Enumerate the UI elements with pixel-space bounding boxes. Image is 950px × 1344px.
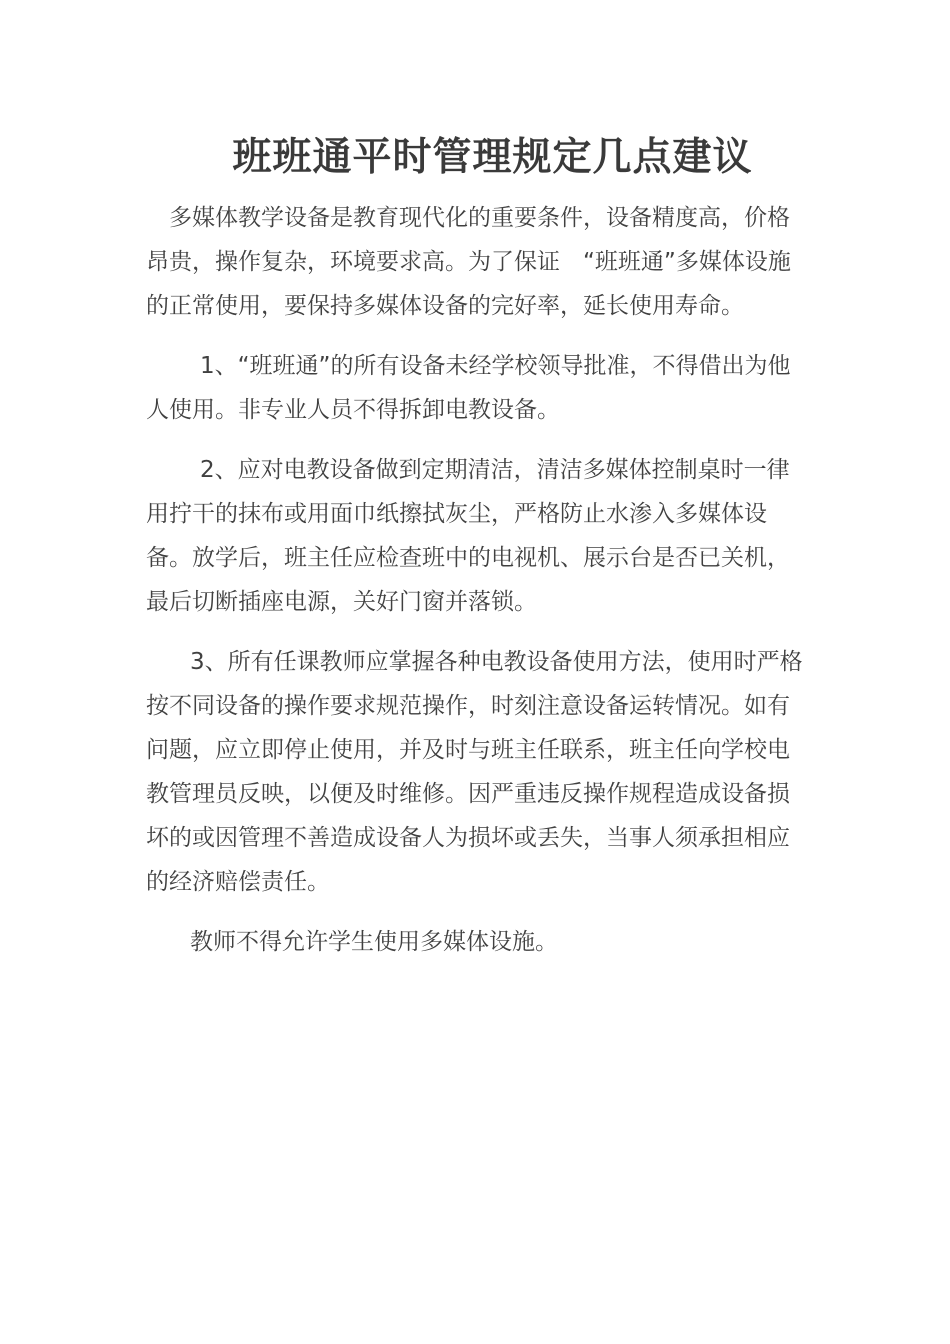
rule-paragraph-3: 3、所有任课教师应掌握各种电教设备使用方法，使用时严格按不同设备的操作要求规范操作，时刻注意设备运转情况。如有问题，应立即停止使用，并及时与班主任联系，班主任向学校电教管理员反映，以便及时维修。因严重违反操作规程造成设备损坏的或因管理不善造成设备人为损坏或丢失，当事人须承担相应的经济赔偿责任。 bbox=[146, 649, 803, 895]
rule-paragraph-1: 1、“班班通”的所有设备未经学校领导批准，不得借出为他人使用。非专业人员不得拆卸电教设备。 bbox=[146, 353, 791, 423]
document-body bbox=[146, 196, 806, 964]
rule-paragraph-2: 2、应对电教设备做到定期清洁，清洁多媒体控制桌时一律用拧干的抹布或用面巾纸擦拭灰尘，严格防止水渗入多媒体设备。放学后，班主任应检查班中的电视机、展示台是否已关机，最后切断插座电源，关好门窗并落锁。 bbox=[146, 457, 790, 615]
closing-paragraph: 教师不得允许学生使用多媒体设施。 bbox=[190, 929, 558, 955]
document-title: 班班通平时管理规定几点建议 bbox=[232, 134, 753, 180]
intro-paragraph: 多媒体教学设备是教育现代化的重要条件，设备精度高，价格昂贵，操作复杂，环境要求高。为了保证 “班班通”多媒体设施的正常使用，要保持多媒体设备的完好率，延长使用寿命。 bbox=[146, 205, 791, 319]
